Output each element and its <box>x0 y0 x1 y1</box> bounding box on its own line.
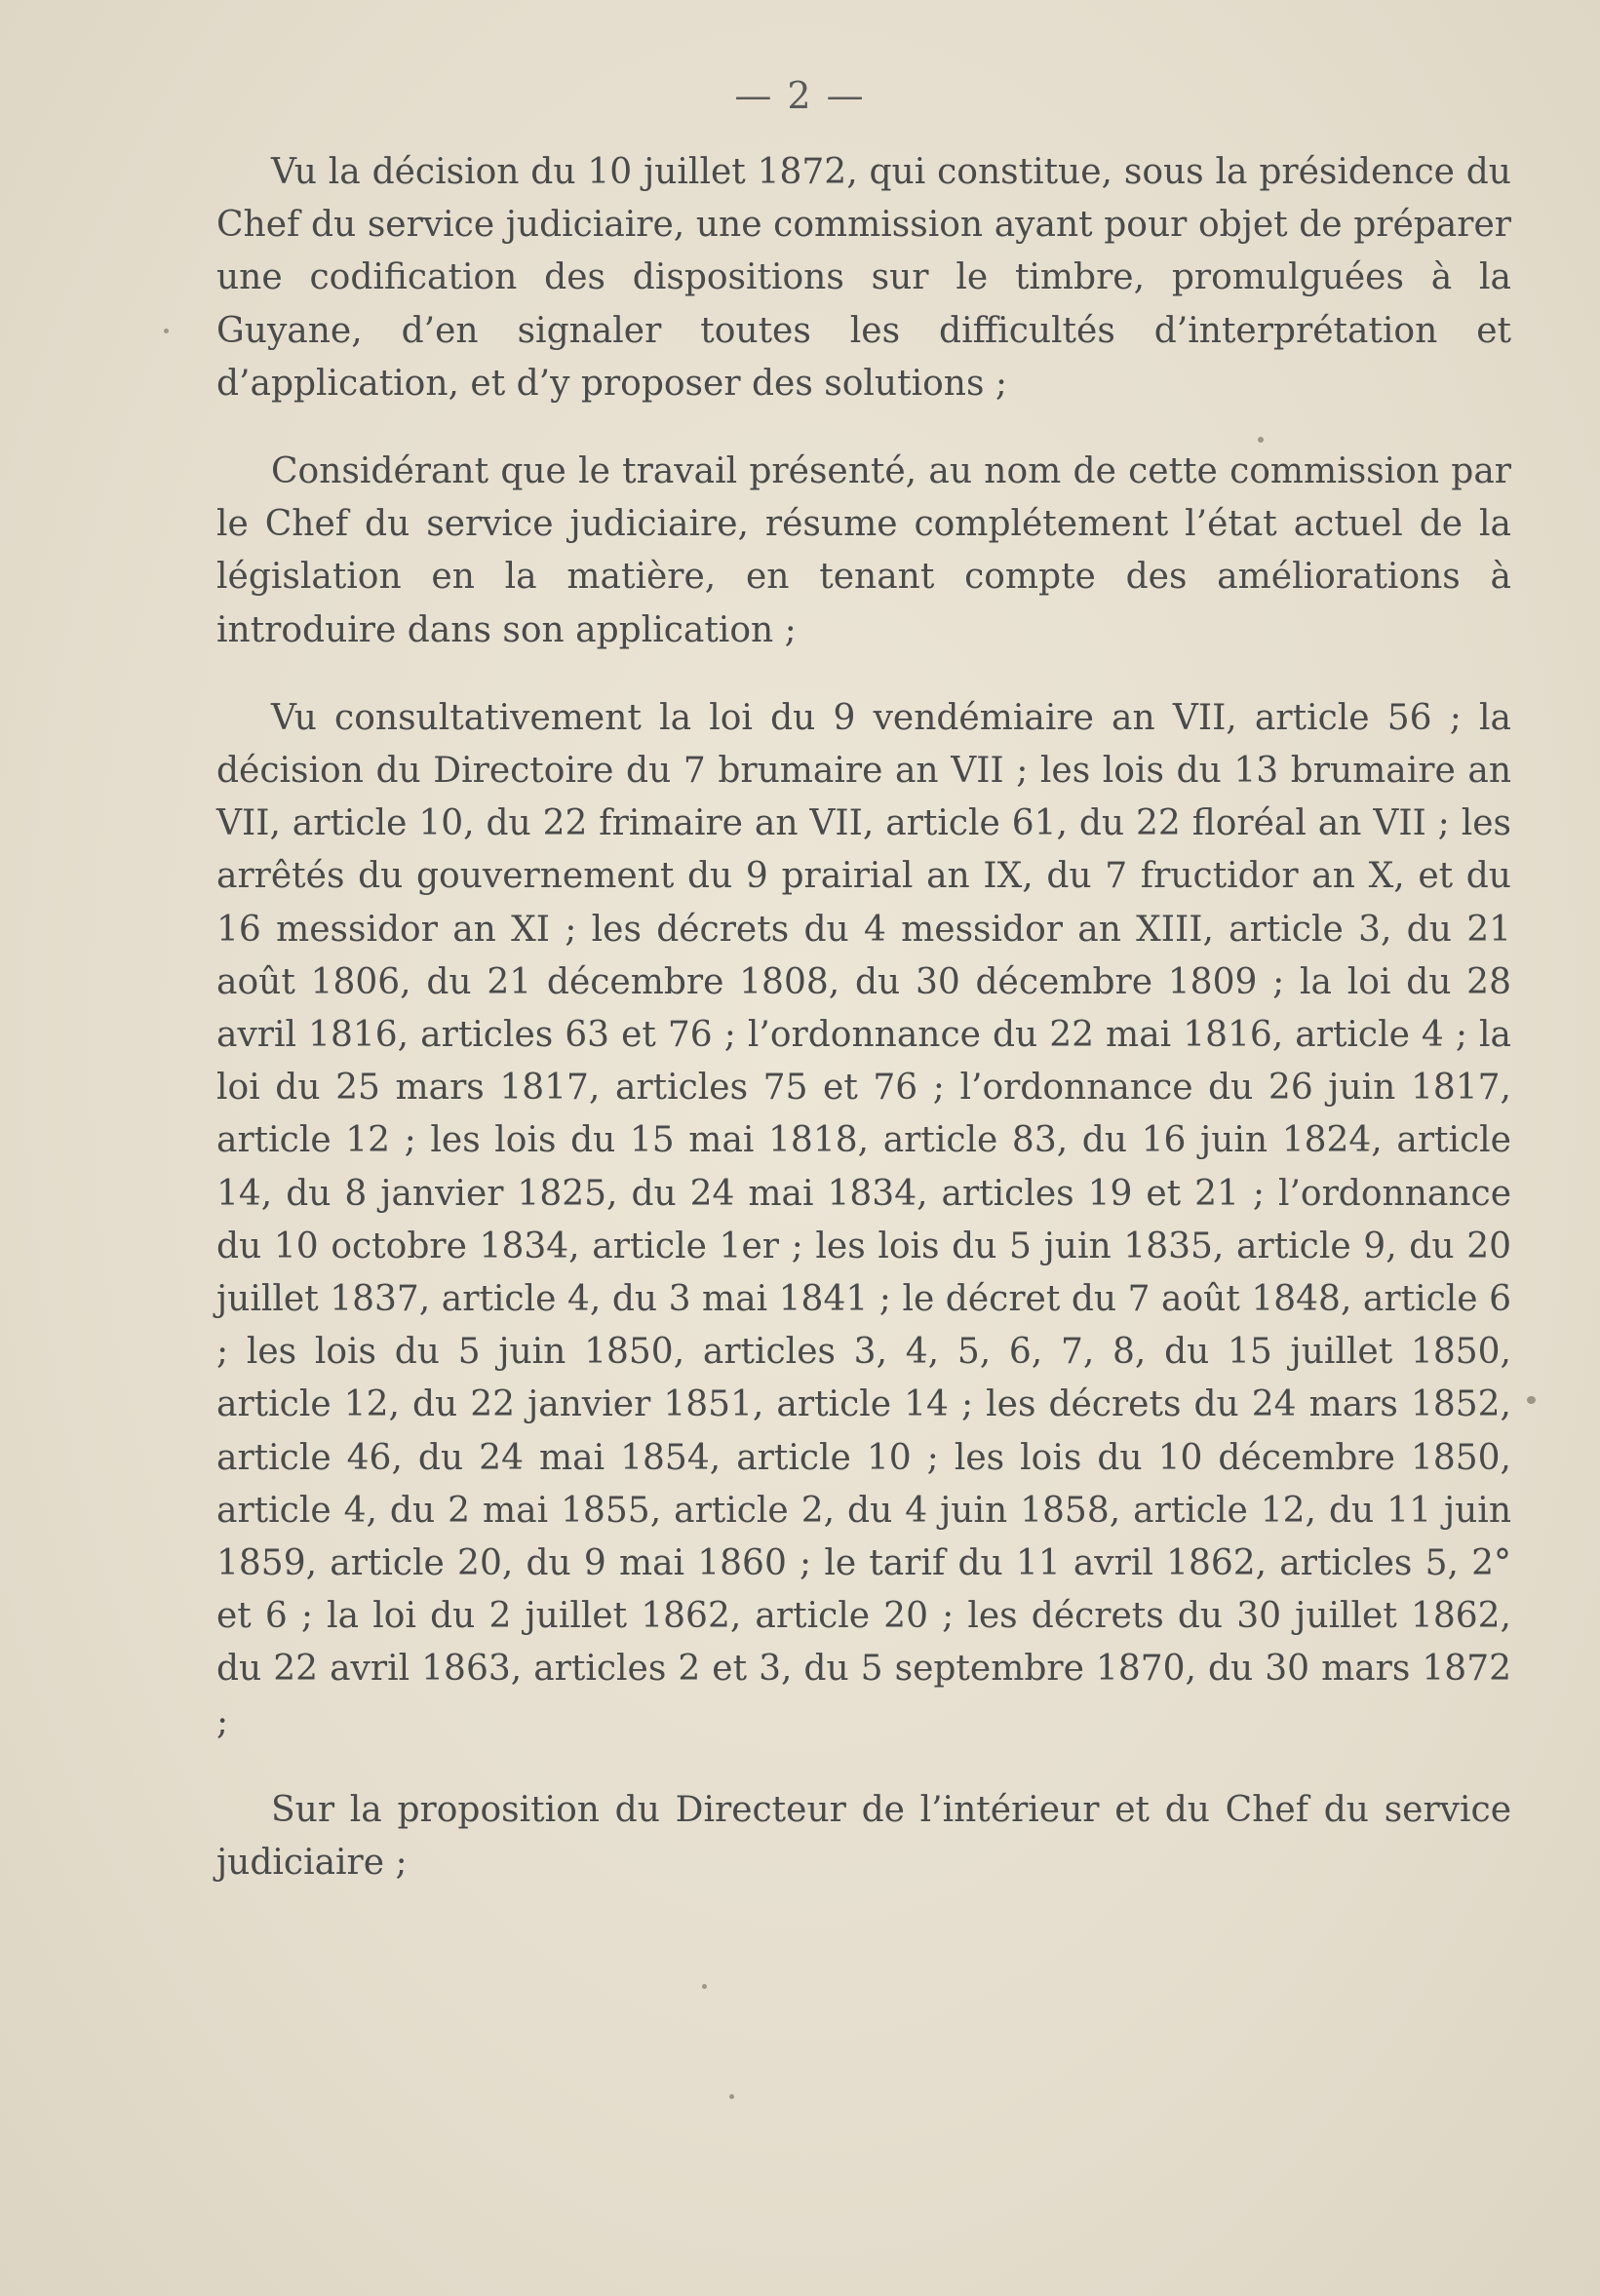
document-body <box>216 146 1511 1925</box>
paragraph-proposition: Sur la proposition du Directeur de l’intérieur et du Chef du service judiciaire ; <box>216 1789 1511 1884</box>
paper-speck <box>729 2094 734 2099</box>
page-number: — 2 — <box>734 74 866 117</box>
paragraph-decision: Vu la décision du 10 juillet 1872, qui constitue, sous la présidence du Chef du service judiciaire, une commission ayant pour objet de préparer une codification des dispositions sur le timbre, promulguées à la Guyane, d’en signaler toutes les difficultés d’interprétation et d’application, et d’y proposer des solutions ; <box>216 152 1511 404</box>
paragraph-considerant: Considérant que le travail présenté, au nom de cette commission par le Chef du service judiciaire, résume complétement l’état actuel de la législation en la matière, en tenant compte des améliorations à introduire dans son application ; <box>216 451 1511 650</box>
paper-speck <box>1527 1396 1536 1404</box>
paper-speck <box>164 329 169 333</box>
paper-speck <box>702 1984 707 1989</box>
paper-speck <box>1258 437 1264 443</box>
paragraph-vu-consultativement: Vu consultativement la loi du 9 vendémiaire an VII, article 56 ; la décision du Directoire du 7 brumaire an VII ; les lois du 13 brumaire an VII, article 10, du 22 frimaire an VII, article 61, du 22 floréal an VII ; les arrêtés du gouvernement du 9 prairial an IX, du 7 fructidor an X, et du 16 messidor an XI ; les décrets du 4 messidor an XIII, article 3, du 21 août 1806, du 21 décembre 1808, du 30 décembre 1809 ; la loi du 28 avril 1816, articles 63 et 76 ; l’ordonnance du 22 mai 1816, article 4 ; la loi du 25 mars 1817, articles 75 et 76 ; l’ordonnance du 26 juin 1817, article 12 ; les lois du 15 mai 1818, article 83, du 16 juin 1824, article 14, du 8 janvier 1825, du 24 mai 1834, articles 19 et 21 ; l’ordonnance du 10 octobre 1834, article 1er ; les lois du 5 juin 1835, article 9, du 20 juillet 1837, article 4, du 3 mai 1841 ; le décret du 7 août 1848, article 6 ; les lois du 5 juin 1850, articles 3, 4, 5, 6, 7, 8, du 15 juillet 1850, article 12, du 22 janvier 1851, article 14 ; les décrets du 24 mars 1852, article 46, du 24 mai 1854, article 10 ; les lois du 10 décembre 1850, article 4, du 2 mai 1855, article 2, du 4 juin 1858, article 12, du 11 juin 1859, article 20, du 9 mai 1860 ; le tarif du 11 avril 1862, articles 5, 2° et 6 ; la loi du 2 juillet 1862, article 20 ; les décrets du 30 juillet 1862, du 22 avril 1863, articles 2 et 3, du 5 septembre 1870, du 30 mars 1872 ; <box>216 697 1511 1742</box>
